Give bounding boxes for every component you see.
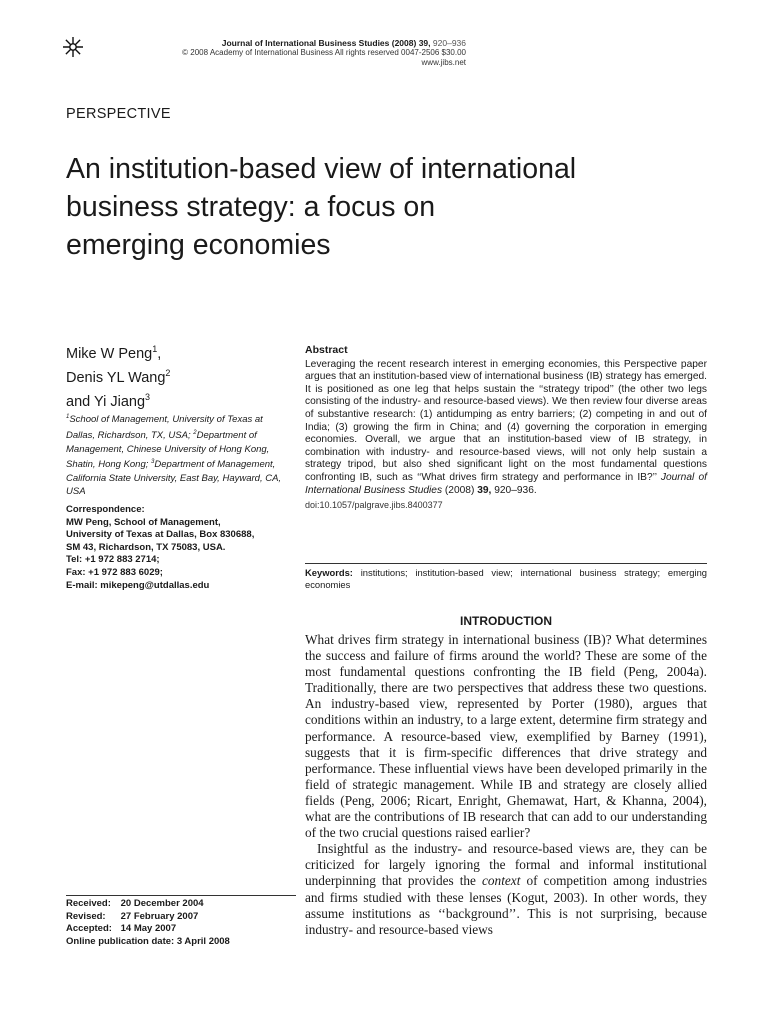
- title-line: emerging economies: [66, 229, 331, 261]
- affiliation-2: Department of Management, Chinese University of Hong Kong, Shatin, Hong Kong;: [66, 429, 270, 471]
- abstract-text: Leveraging the recent research interest in emerging economies, this Perspective paper argues that an institution-based view of international business (IB) strategy has emerged. It is positioned as one leg that helps sustain the ‘‘strategy tripod’’ (the other two legs consisting of the industry- and resource-based views). We then review four diverse areas of substantive research: (1) antidumping as entry barriers; (2) competing in and out of India; (3) growing the firm in China; and (4) governing the corporation in emerging economies. Overall, we argue that an institution-based view of IB strategy, in combination with industry- and resource-based views, will not only help sustain a strategy tripod, but also shed significant light on the most fundamental questions confronting IB, such as ‘‘What drives firm strategy and performance in IB?’’ Journal of International Business Studies (2008) 39, 920–936.: [305, 358, 707, 496]
- publication-dates: [66, 895, 296, 948]
- journal-citation-line: [182, 38, 466, 48]
- date-received: Received: 20 December 2004: [66, 898, 204, 909]
- journal-website: www.jibs.net: [421, 58, 466, 67]
- paper-title: [66, 150, 666, 264]
- author-list: [66, 340, 170, 411]
- journal-pages: 920–936: [432, 38, 466, 48]
- copyright-line: © 2008 Academy of International Business All rights reserved 0047-2506 $30.00: [182, 48, 466, 57]
- correspondence-line: Tel: +1 972 883 2714;: [66, 554, 160, 566]
- keywords-text: institutions; institution-based view; international business strategy; emerging economies: [305, 567, 707, 591]
- correspondence-line: University of Texas at Dallas, Box 830688,: [66, 529, 255, 541]
- section-label: PERSPECTIVE: [66, 106, 171, 122]
- abstract-citation: Journal of International Business Studies (2008) 39, 920–936.: [305, 471, 707, 496]
- introduction-body: [305, 632, 707, 938]
- journal-logo-icon: [62, 36, 84, 58]
- introduction-heading: INTRODUCTION: [460, 614, 552, 628]
- correspondence-block: [66, 504, 296, 592]
- affiliations: $^1$School of Management, University of Texas at Dallas, Richardson, TX, USA; $^2$Department of Management, Chinese University of Hong Kong, Shatin, Hong Kong; $^3$Department of Management, California State University, East Bay, Hayward, CA, USA: [66, 414, 282, 498]
- paragraph: Insightful as the industry- and resource-based views are, they can be criticized for largely ignoring the formal and informal institutional underpinning that provides the context of competition among industries and firms studied with these lenses (Kogut, 2003). In other words, they assume institutions as ‘‘background’’. This is not surprising, because industry- and resource-based views: [305, 841, 708, 937]
- affiliation-3: Department of Management, California State University, East Bay, Hayward, CA, USA: [66, 459, 282, 498]
- author: Denis YL Wang$^2$: [66, 367, 171, 386]
- author: and Yi Jiang$^3$: [66, 391, 151, 410]
- affiliation-1: School of Management, University of Texas at Dallas, Richardson, TX, USA;: [66, 414, 263, 441]
- correspondence-line: SM 43, Richardson, TX 75083, USA.: [66, 541, 226, 553]
- date-revised: Revised: 27 February 2007: [66, 910, 199, 922]
- author: Mike W Peng$^1$,: [66, 344, 162, 362]
- date-online: Online publication date: 3 April 2008: [66, 935, 230, 947]
- correspondence-email[interactable]: E-mail: mikepeng@utdallas.edu: [66, 579, 210, 591]
- correspondence-line: Fax: +1 972 883 6029;: [66, 566, 163, 578]
- keywords-label: Keywords:: [305, 567, 353, 578]
- correspondence-line: MW Peng, School of Management,: [66, 516, 221, 528]
- date-accepted: Accepted: 14 May 2007: [66, 923, 177, 935]
- abstract-block: [305, 344, 707, 512]
- journal-header: [182, 38, 466, 68]
- doi-link[interactable]: doi:10.1057/palgrave.jibs.8400377: [305, 500, 443, 511]
- correspondence-label: Correspondence:: [66, 504, 145, 515]
- journal-name: Journal of International Business Studies (2008): [221, 38, 417, 48]
- keywords-block: [305, 563, 707, 591]
- paragraph: What drives firm strategy in international business (IB)? What determines the success and failure of firms around the world? These are some of the most fundamental questions confronting the IB field (Peng, 2004a). Traditionally, there are two perspectives that address these two questions. An industry-based view, represented by Porter (1980), argues that conditions within an industry, to a large extent, determine firm strategy and performance. A resource-based view, exemplified by Barney (1991), suggests that it is firm-specific differences that drive strategy and performance. These influential views have been developed primarily in the field of strategic management. While IB and strategy are closely allied fields (Peng, 2006; Ricart, Enright, Ghemawat, Hart, & Khanna, 2004), what are the contributions of IB research that can add to our understanding of the two crucial questions raised earlier?: [305, 632, 707, 841]
- journal-volume: 39,: [418, 38, 431, 48]
- title-line: business strategy: a focus on: [66, 191, 436, 223]
- title-line: An institution-based view of international: [66, 153, 577, 185]
- abstract-heading: Abstract: [305, 344, 348, 356]
